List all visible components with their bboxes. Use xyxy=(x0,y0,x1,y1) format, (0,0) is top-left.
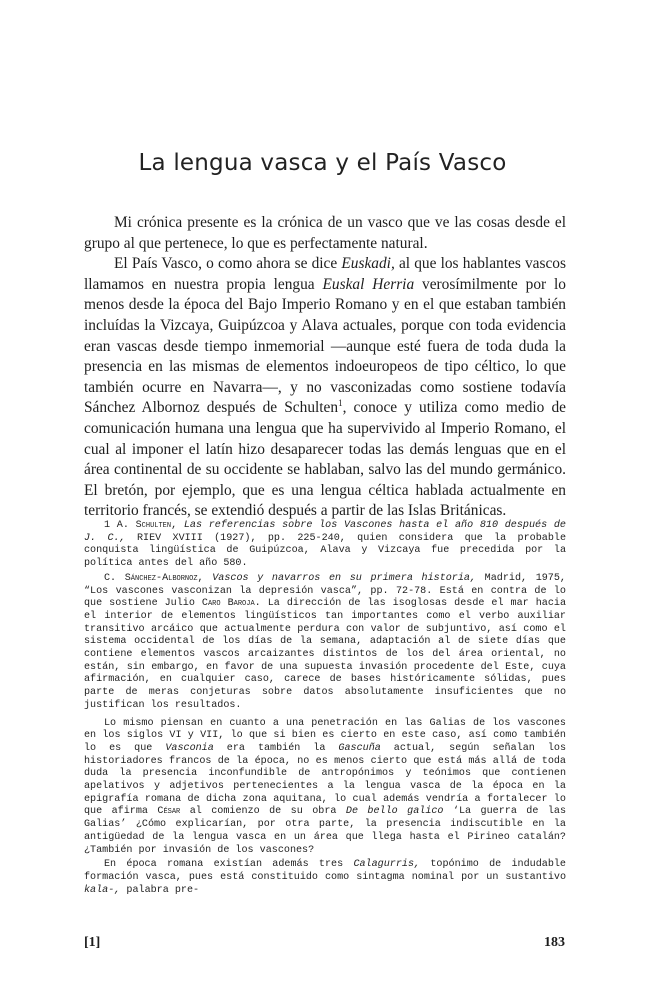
citation-author: A. Schulten, xyxy=(116,520,178,531)
paragraph-2 xyxy=(84,254,566,522)
page-number: 183 xyxy=(544,935,565,950)
text-run: era también la xyxy=(213,742,339,754)
text-run: En época romana existían además tres xyxy=(104,859,354,871)
text-run: verosímilmente por lo menos desde la época del Bajo Imperio Romano y en el que estaban también incluídas la Vizcaya, Guipúzcoa y Alava actuales, porque con toda evidencia eran vascas desde tiempo inmemorial —aunque esté fuera de toda duda la presencia en las mismas de elementos indoeuropeos de tipo céltico, lo que también ocurre en Navarra—, y no vasconizadas como sostiene todavía Sánchez Albornoz después de Schulten xyxy=(84,275,566,417)
term-vasconia: Vasconia xyxy=(165,742,214,754)
term-kala: kala-, xyxy=(84,884,121,896)
term-gascuna: Gascuña xyxy=(338,742,381,754)
page-reference: [1] xyxy=(84,935,101,950)
author-name: Caro Baroja xyxy=(201,598,255,610)
work-title: De bello galico xyxy=(345,806,444,818)
text-run: al que los hablantes vascos llamamos en nuestra propia lengua xyxy=(84,255,566,293)
footnote-marker: 1 xyxy=(338,398,343,409)
footnote-1 xyxy=(84,520,566,571)
text-run: ‘La guerra de las Galias’ ¿Cómo explicarían, por otra parte, la presencia indiscutible en la antigüedad de la lengua vasca en un área que llega hasta el Pirineo catalán? ¿También por invasión de los vascones? xyxy=(84,806,567,856)
text-run: actual, según señalan los historiadores francos de la época, no es menos cierto que está más allá de toda duda la presencia inconfundible de antropónimos y teónimos que contienen apelativos y adjetivos pertenecientes a la lengua vasca de la época en la epigrafía romana de dicha zona aquitana, lo cual además vendría a fortalecer lo que afirma xyxy=(84,742,566,818)
term-euskadi: Euskadi, xyxy=(341,255,395,273)
footnote-paragraph-3 xyxy=(84,718,566,858)
citation-title: Vascos y navarros en su primera historia, xyxy=(212,572,477,584)
citation-title: Las referencias sobre los Vascones hasta el año 810 después de J. C., xyxy=(84,520,566,544)
footnote-2 xyxy=(84,573,566,713)
text-run: . La dirección de las isoglosas desde el mar hacia el interior de elementos lingüísticos tan importantes como el verbo auxiliar transitivo arcáico que actualmente perdura con valor de subjuntivo, así como el sistema occidental de los días de la semana, adaptación al de siete días que contiene elementos vascos arcaizantes distintos de los del área oriental, no están, sin embargo, en favor de una supuesta invasión procedente del Este, cuya afirmación, en cualquier caso, carece de bases históricamente sólidas, pues parte de meras conjeturas sobre datos absolutamente insuficientes que no justifican los resultados. xyxy=(84,598,566,711)
footnote-number: 1 xyxy=(104,520,111,531)
article-title: La lengua vasca y el País Vasco xyxy=(138,150,507,176)
text-run: topónimo de indudable formación vasca, pues está constituido como sintagma nominal por un sustantivo xyxy=(84,859,566,883)
main-text xyxy=(84,213,566,522)
paragraph-1: Mi crónica presente es la crónica de un vasco que ve las cosas desde el grupo al que pertenece, lo que es perfectamente natural. xyxy=(84,214,566,252)
text-run: El País Vasco, o como ahora se dice xyxy=(114,255,342,273)
text-run: Madrid, 1975, “Los vascones vasconizan la depresión vasca”, pp. 72-78. Está en contra de lo que sostiene Julio xyxy=(84,572,566,610)
citation-author: C. Sánchez-Albornoz, xyxy=(104,572,204,584)
term-euskal-herria: Euskal Herria xyxy=(322,275,415,293)
text-run: palabra pre- xyxy=(120,884,200,896)
text-run: RIEV XVIII (1927), pp. 225-240, quien considera que la probable conquista lingüística de Guipúzcoa, Alava y Vizcaya fue precedida por la política antes del año 580. xyxy=(84,532,567,570)
text-run: Lo mismo piensan en cuanto a una penetración en las Galias de los vascones en los siglos VI y VII, lo que si bien es cierto en este caso, así como también lo es que xyxy=(84,717,566,754)
text-run: , conoce y utiliza como medio de comunicación humana una lengua que ha supervivido al Imperio Romano, el cual al imponer el latín hizo desaparecer todas las demás lenguas que en el área continental de su occidente se hablaban, salvo las del mundo germánico. El bretón, por ejemplo, que es una lengua céltica hablada actualmente en territorio francés, se extendió después a partir de las Islas Británicas. xyxy=(84,399,566,520)
text-run: al comienzo de su obra xyxy=(180,806,346,818)
author-name: César xyxy=(157,806,181,818)
footnotes xyxy=(84,520,566,899)
footnote-paragraph-4 xyxy=(84,859,566,897)
term-calagurris: Calagurris, xyxy=(353,859,421,871)
